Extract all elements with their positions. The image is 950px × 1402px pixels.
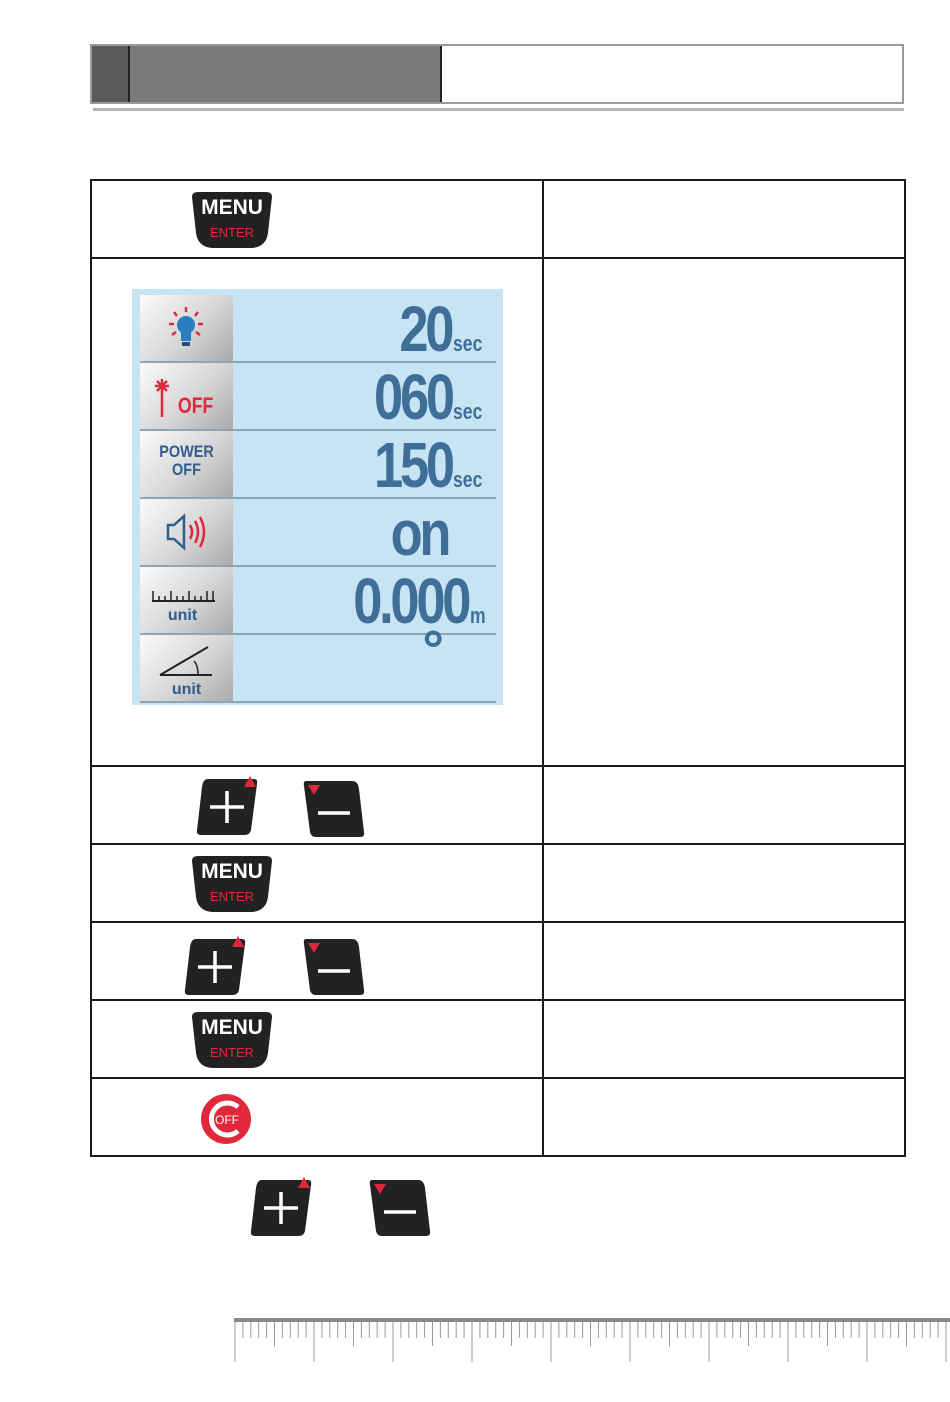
laser-off-icon: OFF [140, 363, 233, 429]
menu-enter-button[interactable] [188, 855, 276, 913]
description-cell [543, 1000, 905, 1078]
table-row [91, 922, 905, 1000]
table-row [91, 766, 905, 844]
backlight-value: 20sec [399, 293, 483, 365]
angle-unit-row [140, 620, 496, 703]
step-cell [91, 258, 543, 766]
sound-row [140, 499, 496, 567]
menu-enter-button[interactable] [188, 1011, 276, 1069]
distance-unit-value: 0.000m [353, 565, 487, 637]
description-cell [543, 258, 905, 766]
table-row [91, 1000, 905, 1078]
minus-button[interactable] [300, 777, 368, 837]
plus-button[interactable] [182, 935, 250, 995]
table-row [91, 1078, 905, 1156]
table-row [91, 258, 905, 766]
laser-off-row [140, 363, 496, 431]
header-tab-title [130, 46, 442, 102]
settings-display [132, 289, 503, 705]
angle-unit-icon: unit [140, 635, 233, 701]
section-header-bar [90, 44, 904, 104]
enter-label: ENTER [209, 225, 255, 240]
power-off-value: 150sec [373, 429, 483, 501]
plus-button[interactable] [194, 775, 262, 835]
header-tab-small [92, 46, 130, 102]
description-cell [543, 1078, 905, 1156]
menu-enter-button[interactable] [188, 191, 276, 249]
minus-button[interactable] [300, 935, 368, 995]
menu-label: MENU [201, 860, 263, 883]
menu-label: MENU [201, 196, 263, 219]
step-cell [91, 180, 543, 258]
speaker-icon [140, 499, 233, 565]
power-off-row [140, 431, 496, 499]
power-off-icon: POWER OFF [140, 431, 233, 497]
step-cell [91, 844, 543, 922]
step-cell [91, 922, 543, 1000]
step-cell [91, 1078, 543, 1156]
description-cell [543, 922, 905, 1000]
description-cell [543, 844, 905, 922]
off-clear-button[interactable] [200, 1093, 252, 1145]
description-cell [543, 180, 905, 258]
sound-value: on [390, 497, 448, 569]
description-cell [543, 766, 905, 844]
laser-off-value: 060sec [373, 361, 483, 433]
table-row [91, 844, 905, 922]
backlight-bulb-icon [140, 295, 233, 361]
ruler-footer-decoration [234, 1318, 950, 1362]
backlight-row [140, 295, 496, 363]
header-divider [93, 108, 904, 111]
table-row [91, 180, 905, 258]
off-label: OFF [215, 1113, 239, 1127]
menu-label: MENU [201, 1016, 263, 1039]
enter-label: ENTER [209, 1045, 255, 1060]
angle-unit-value: ° [422, 620, 444, 680]
minus-button[interactable] [366, 1176, 434, 1236]
enter-label: ENTER [209, 889, 255, 904]
ruler-unit-icon: unit [140, 567, 233, 633]
instruction-table [90, 179, 906, 1157]
plus-button[interactable] [248, 1176, 316, 1236]
step-cell [91, 766, 543, 844]
step-cell [91, 1000, 543, 1078]
